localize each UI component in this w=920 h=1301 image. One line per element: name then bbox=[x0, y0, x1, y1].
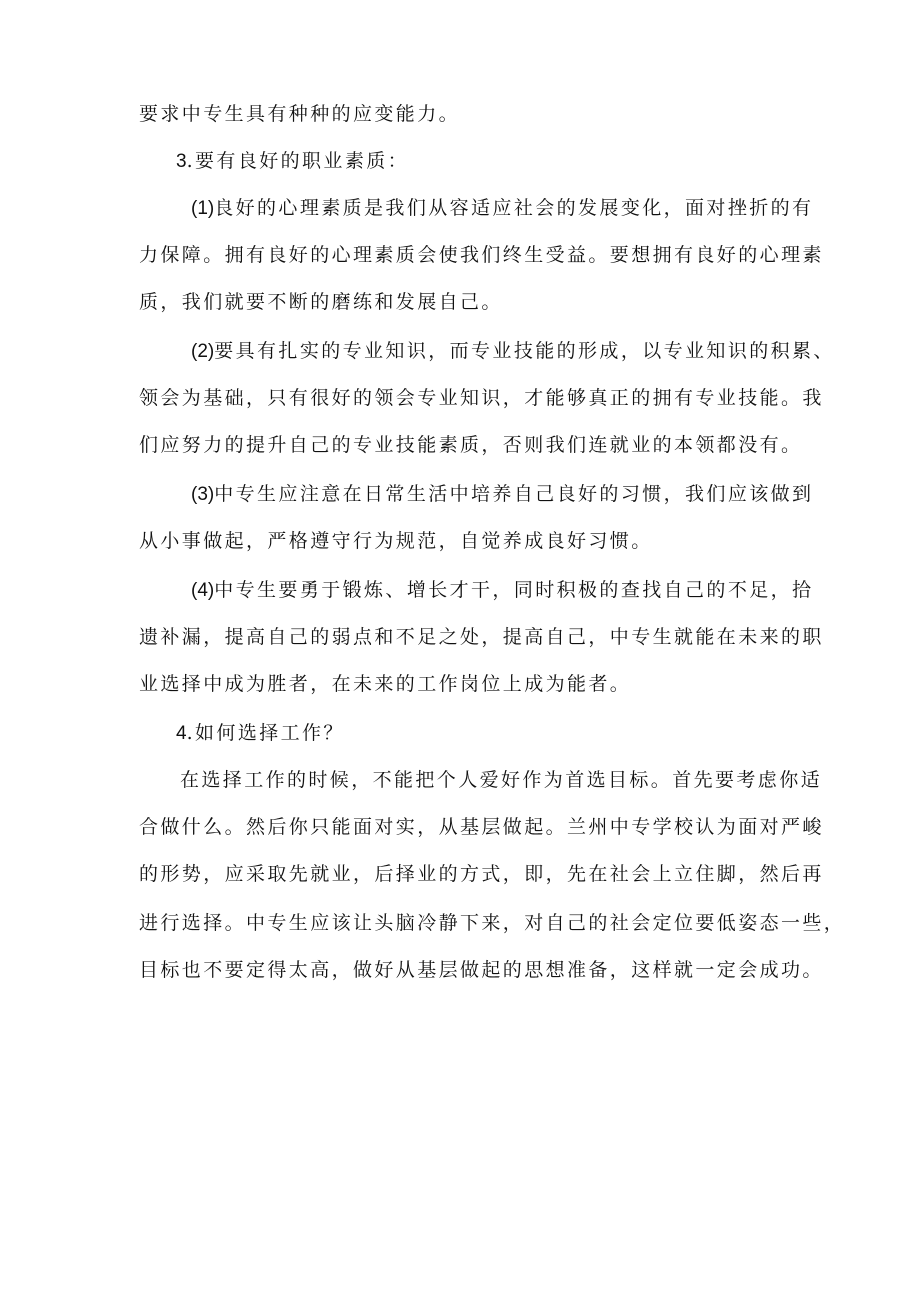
section-4-number: 4 bbox=[176, 723, 187, 744]
item-4-text: 中专生要勇于锻炼、增长才干，同时积极的查找自己的不足，拾 bbox=[214, 579, 814, 601]
item-1-line-3: 质，我们就要不断的磨练和发展自己。 bbox=[139, 291, 503, 313]
item-2-line-3: 们应努力的提升自己的专业技能素质，否则我们连就业的本领都没有。 bbox=[139, 434, 803, 456]
closing-line-3: 的形势，应采取先就业，后择业的方式，即，先在社会上立住脚，然后再 bbox=[139, 863, 824, 885]
item-3-line-1 bbox=[191, 482, 813, 507]
section-3-heading bbox=[176, 149, 409, 174]
item-4-line-1 bbox=[191, 578, 813, 603]
section-4-heading bbox=[176, 721, 345, 746]
item-3-line-2: 从小事做起，严格遵守行为规范，自觉养成良好习惯。 bbox=[139, 530, 653, 552]
section-3-number: 3 bbox=[176, 151, 187, 172]
item-3-marker: (3) bbox=[191, 484, 215, 505]
item-2-line-2: 领会为基础，只有很好的领会专业知识，才能够真正的拥有专业技能。我 bbox=[139, 387, 824, 409]
section-4-title: .如何选择工作？ bbox=[186, 722, 345, 744]
section-3-title: .要有良好的职业素质： bbox=[186, 150, 410, 172]
closing-line-5: 目标也不要定得太高，做好从基层做起的思想准备，这样就一定会成功。 bbox=[139, 959, 824, 981]
item-1-line-2: 力保障。拥有良好的心理素质会使我们终生受益。要想拥有良好的心理素 bbox=[139, 244, 824, 266]
item-2-marker: (2) bbox=[191, 341, 215, 362]
item-4-line-2: 遗补漏，提高自己的弱点和不足之处，提高自己，中专生就能在未来的职 bbox=[139, 626, 824, 648]
item-1-text: 良好的心理素质是我们从容适应社会的发展变化，面对挫折的有 bbox=[214, 197, 814, 219]
item-2-text: 要具有扎实的专业知识，而专业技能的形成，以专业知识的积累、 bbox=[214, 340, 835, 362]
item-1-marker: (1) bbox=[191, 198, 215, 219]
intro-line: 要求中专生具有种种的应变能力。 bbox=[139, 103, 461, 125]
closing-line-4: 进行选择。中专生应该让头脑冷静下来，对自己的社会定位要低姿态一些， bbox=[139, 912, 846, 934]
item-4-marker: (4) bbox=[191, 580, 215, 601]
item-1-line-1 bbox=[191, 196, 813, 221]
item-2-line-1 bbox=[191, 339, 835, 364]
item-3-text: 中专生应注意在日常生活中培养自己良好的习惯，我们应该做到 bbox=[214, 483, 814, 505]
item-4-line-3: 业选择中成为胜者，在未来的工作岗位上成为能者。 bbox=[139, 673, 632, 695]
closing-line-1: 在选择工作的时候，不能把个人爱好作为首选目标。首先要考虑你适 bbox=[180, 769, 823, 791]
closing-line-2: 合做什么。然后你只能面对实，从基层做起。兰州中专学校认为面对严峻 bbox=[139, 816, 824, 838]
